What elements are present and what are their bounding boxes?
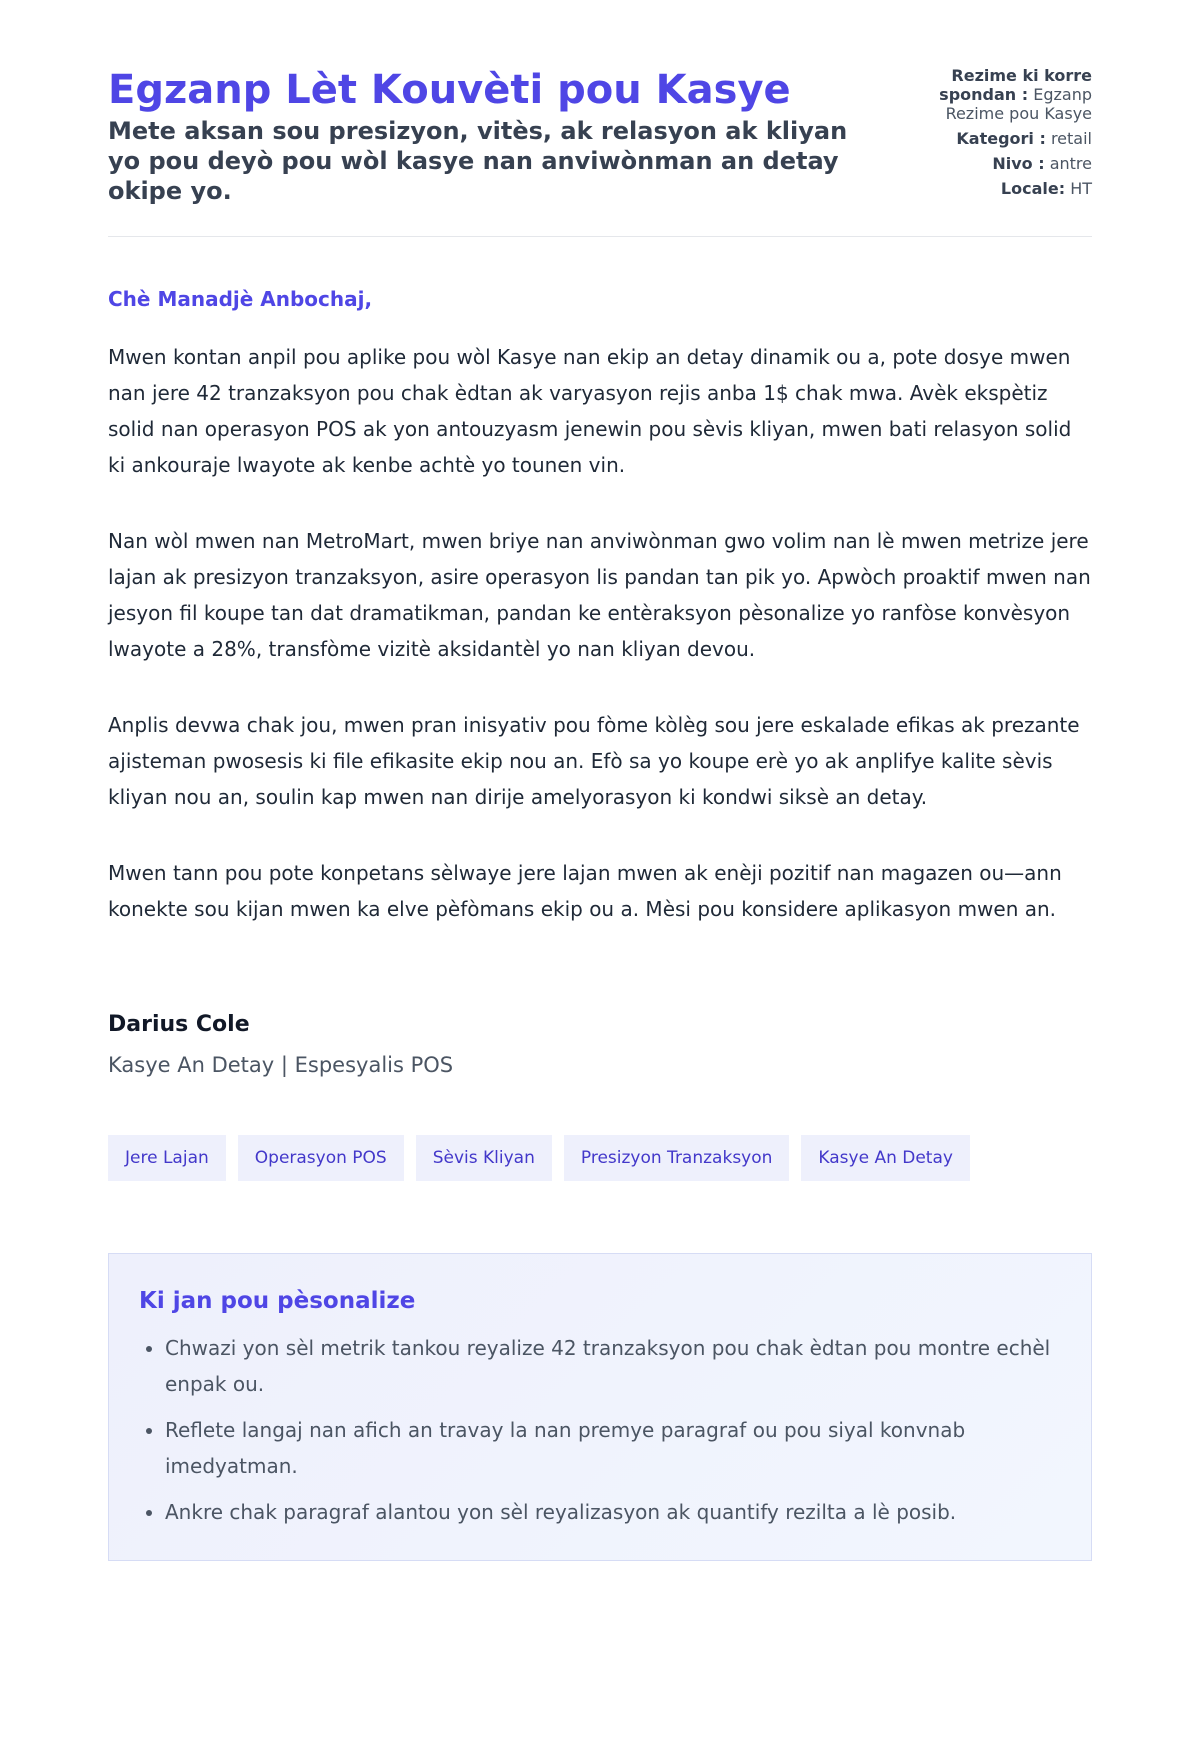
meta-summary-value: Egzanp Rezime pou Kasye xyxy=(945,85,1092,123)
skill-tag: Presizyon Tranzaksyon xyxy=(564,1135,790,1181)
meta-locale-value: HT xyxy=(1070,179,1092,198)
tip-item: • Reflete langaj nan afich an travay la nan premye paragraf ou pou siyal konvnab imedyatman. xyxy=(165,1412,1061,1484)
signature-role: Kasye An Detay | Espesyalis POS xyxy=(108,1053,454,1077)
tip-item: • Ankre chak paragraf alantou yon sèl reyalizasyon ak quantify rezilta a lè posib. xyxy=(165,1494,1061,1530)
salutation: Chè Manadjè Anbochaj, xyxy=(108,287,373,311)
meta-category-value: retail xyxy=(1050,129,1092,148)
skill-tag: Kasye An Detay xyxy=(801,1135,970,1181)
header-title-block xyxy=(108,66,868,206)
meta-level xyxy=(902,154,1092,173)
signature-name: Darius Cole xyxy=(108,1012,250,1037)
skill-tag: Operasyon POS xyxy=(238,1135,404,1181)
skill-tag: Sèvis Kliyan xyxy=(416,1135,552,1181)
page-title: Egzanp Lèt Kouvèti pou Kasye xyxy=(108,67,791,113)
document-header xyxy=(108,66,1092,237)
meta-locale xyxy=(902,179,1092,198)
meta-summary xyxy=(902,66,1092,123)
meta-summary-label: Rezime ki korre spondan : xyxy=(939,66,1092,104)
tips-title: Ki jan pou pèsonalize xyxy=(139,1288,416,1314)
letter-paragraph: Anplis devwa chak jou, mwen pran inisyativ pou fòme kòlèg sou jere eskalade efikas ak prezante ajisteman pwosesis ki file efikasite ekip nou an. Efò sa yo koupe erè yo ak anplifye kalite sèvis kliyan nou an, soulin kap mwen nan dirije amelyorasyon ki kondwi siksè an detay. xyxy=(108,713,1080,809)
meta-level-label: Nivo : xyxy=(992,154,1045,173)
tip-item: • Chwazi yon sèl metrik tankou reyalize 42 tranzaksyon pou chak èdtan pou montre echèl enpak ou. xyxy=(165,1330,1061,1402)
metadata-panel xyxy=(902,66,1092,204)
letter-paragraph: Mwen tann pou pote konpetans sèlwaye jere lajan mwen ak enèji pozitif nan magazen ou—ann konekte sou kijan mwen ka elve pèfòmans ekip ou a. Mèsi pou konsidere aplikasyon mwen an. xyxy=(108,861,1062,921)
meta-category-label: Kategori : xyxy=(956,129,1046,148)
letter-paragraph: Nan wòl mwen nan MetroMart, mwen briye nan anviwònman gwo volim nan lè mwen metrize jere lajan ak presizyon tranzaksyon, asire operasyon lis pandan tan pik yo. Apwòch proaktif mwen nan jesyon fil koupe tan dat dramatikman, pandan ke entèraksyon pèsonalize yo ranfòse konvèsyon lwayote a 28%, transfòme vizitè aksidantèl yo nan kliyan devou. xyxy=(108,529,1091,661)
meta-category xyxy=(902,129,1092,148)
meta-locale-label: Locale: xyxy=(1000,179,1066,198)
meta-level-value: antre xyxy=(1049,154,1092,173)
tips-list xyxy=(139,1330,1061,1530)
skill-tags xyxy=(108,1135,1092,1181)
letter-body xyxy=(108,339,1092,927)
page-subtitle: Mete aksan sou presizyon, vitès, ak relasyon ak kliyan yo pou deyò pou wòl kasye nan anviwònman an detay okipe yo. xyxy=(108,117,848,205)
customization-tips-box xyxy=(108,1253,1092,1561)
letter-paragraph: Mwen kontan anpil pou aplike pou wòl Kasye nan ekip an detay dinamik ou a, pote dosye mwen nan jere 42 tranzaksyon pou chak èdtan ak varyasyon rejis anba 1$ chak mwa. Avèk ekspètiz solid nan operasyon POS ak yon antouzyasm jenewin pou sèvis kliyan, mwen bati relasyon solid ki ankouraje lwayote ak kenbe achtè yo tounen vin. xyxy=(108,345,1072,477)
skill-tag: Jere Lajan xyxy=(108,1135,226,1181)
signature-block xyxy=(108,1011,1092,1079)
